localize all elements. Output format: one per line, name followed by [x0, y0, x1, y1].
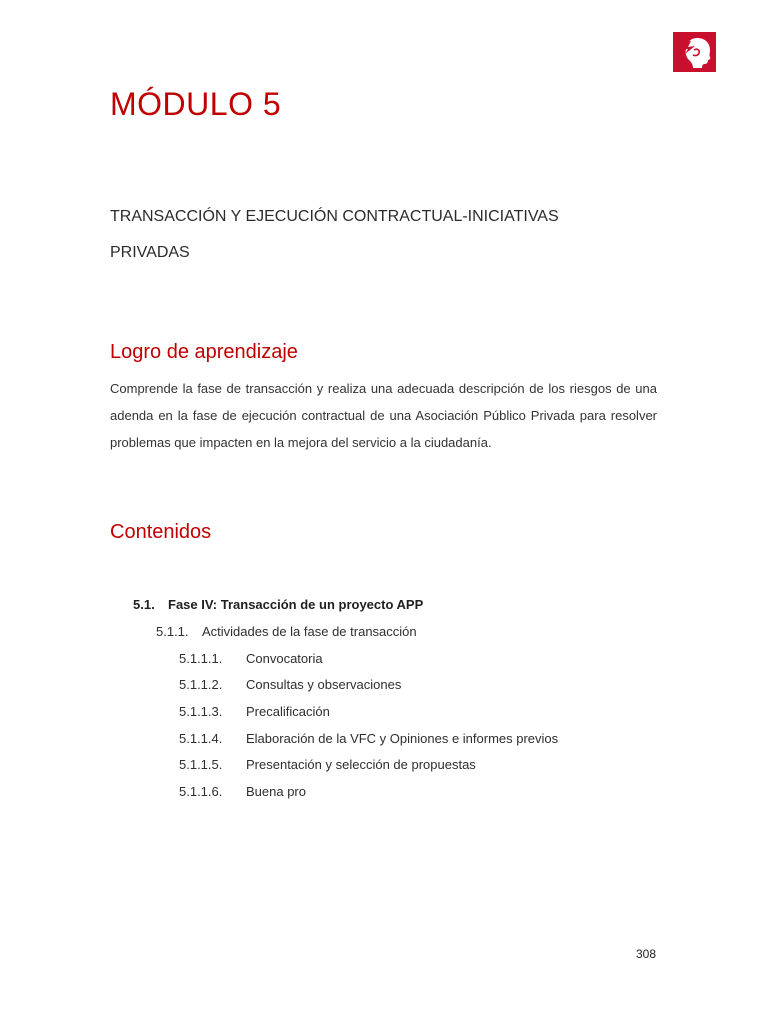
toc-item-label: Elaboración de la VFC y Opiniones e informes previos: [246, 731, 559, 746]
toc-item-number: 5.1.1.5.: [179, 757, 223, 772]
toc-item-label: Presentación y selección de propuestas: [246, 757, 476, 772]
toc-item-5-1-1-6: [179, 784, 306, 799]
page-number: 308: [636, 947, 657, 961]
toc-item-number: 5.1.1.1.: [179, 651, 223, 666]
toc-item-5-1: [133, 597, 423, 612]
logro-text: Comprende la fase de transacción y realiza una adecuada descripción de los riesgos de una adenda en la fase de ejecución contractual de una Asociación Público Privada para resolver problemas que impacten en la mejora del servicio a la ciudadanía.: [110, 381, 657, 450]
toc-item-5-1-1-2: [179, 677, 401, 692]
toc-item-label: Fase IV: Transacción de un proyecto APP: [168, 597, 424, 612]
logo: [673, 32, 716, 72]
toc-item-label: Convocatoria: [246, 651, 323, 666]
module-title: MÓDULO 5: [110, 86, 282, 122]
toc-item-label: Actividades de la fase de transacción: [202, 624, 417, 639]
toc-item-5-1-1-4: [179, 731, 558, 746]
toc-item-5-1-1: [156, 624, 417, 639]
module-subtitle: TRANSACCIÓN Y EJECUCIÓN CONTRACTUAL-INICIATIVAS PRIVADAS: [110, 208, 559, 261]
toc-item-5-1-1-5: [179, 757, 476, 772]
toc-item-label: Consultas y observaciones: [246, 677, 402, 692]
toc-item-label: Buena pro: [246, 784, 306, 799]
profile-head-icon: [673, 32, 716, 72]
toc-item-5-1-1-1: [179, 651, 323, 666]
toc-item-number: 5.1.1.2.: [179, 677, 223, 692]
toc-item-label: Precalificación: [246, 704, 330, 719]
toc-item-number: 5.1.1.4.: [179, 731, 223, 746]
toc-item-number: 5.1.1.6.: [179, 784, 223, 799]
toc-item-number: 5.1.1.3.: [179, 704, 223, 719]
toc-item-5-1-1-3: [179, 704, 330, 719]
toc-item-number: 5.1.: [133, 597, 155, 612]
logro-heading: Logro de aprendizaje: [110, 341, 298, 363]
contenidos-heading: Contenidos: [110, 521, 212, 543]
toc-item-number: 5.1.1.: [156, 624, 189, 639]
